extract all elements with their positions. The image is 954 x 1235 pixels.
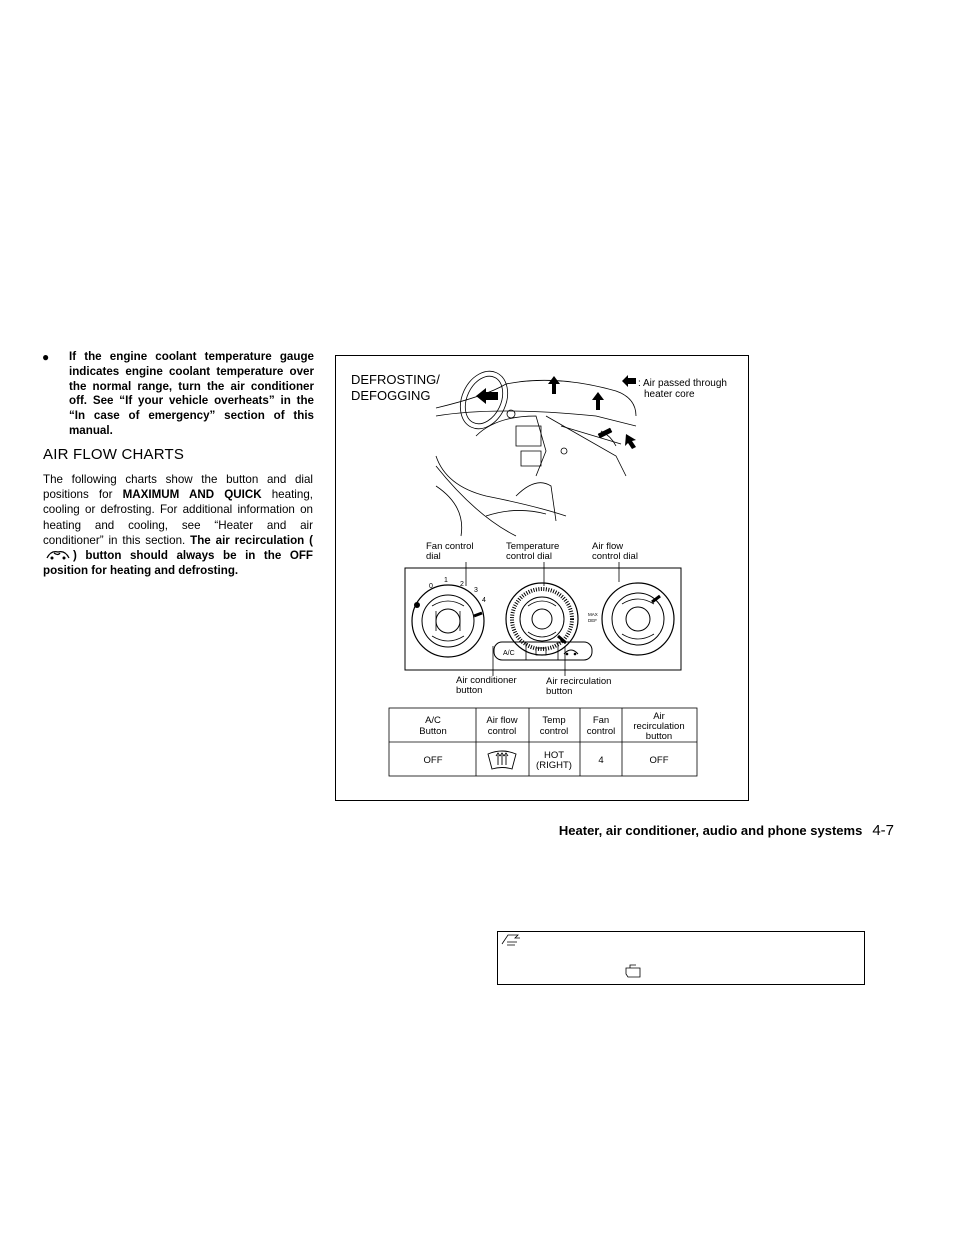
recirculation-icon xyxy=(45,548,71,560)
section-paragraph xyxy=(43,472,313,578)
figure-title-1: DEFROSTING/ xyxy=(351,372,440,387)
warning-bullet xyxy=(42,350,314,439)
max-def-2: DEF xyxy=(588,618,597,623)
hdr-recirc-3: button xyxy=(645,731,673,742)
figure-title-2: DEFOGGING xyxy=(351,388,431,403)
legend-text-1: : Air passed through xyxy=(638,378,727,389)
fan-num-1: 1 xyxy=(444,577,448,584)
footer-title: Heater, air conditioner, audio and phone systems xyxy=(558,823,863,838)
note-box xyxy=(497,931,865,985)
airflow-arrow-icon xyxy=(625,434,636,449)
bullet-mark: ● xyxy=(42,350,50,364)
fan-num-3: 3 xyxy=(474,587,478,594)
airflow-label-1: Air flow xyxy=(592,541,624,552)
airflow-arrow-icon xyxy=(476,388,498,404)
airflow-arrow-icon xyxy=(592,392,604,410)
temp-label-1: Temperature xyxy=(506,541,560,552)
temperature-control-dial[interactable] xyxy=(506,583,578,655)
cell-fan: 4 xyxy=(598,755,604,766)
fan-num-0: 0 xyxy=(429,583,433,590)
dashboard-sketch xyxy=(436,364,636,536)
fan-num-2: 2 xyxy=(460,581,464,588)
recirc-wheel-icon xyxy=(574,653,577,656)
page-number: 4-7 xyxy=(872,822,894,839)
note-box-art xyxy=(498,932,864,984)
hdr-fan-1: Fan xyxy=(592,715,610,726)
warning-text: If the engine coolant temperature gauge indicates engine coolant temperature over the normal range, turn the air conditioner off. See “If your vehicle overheats” in the “In case of emergency” section of this manual. xyxy=(69,350,314,437)
temp-label-2: control dial xyxy=(506,551,552,562)
cell-temp-2: (RIGHT) xyxy=(536,760,572,771)
para-bold-3: ) button should always be in the OFF position for heating and defrosting. xyxy=(43,549,313,578)
hdr-recirc-2: recirculation xyxy=(633,721,685,732)
airflow-figure xyxy=(335,355,749,801)
hand-icon xyxy=(626,965,640,977)
page-footer xyxy=(559,822,894,839)
hdr-fan-2: control xyxy=(586,726,616,737)
para-text-2: heating, cooling or defrosting. For additional information on heating and cooling, see “Heater and air conditioner” in this section. xyxy=(43,488,313,547)
max-def-1: MAX xyxy=(588,612,598,617)
hdr-temp-1: Temp xyxy=(542,715,566,726)
ac-button[interactable]: A/C xyxy=(503,650,515,657)
hdr-airflow-2: control xyxy=(487,726,517,737)
fan-label-2: dial xyxy=(426,551,441,562)
hdr-temp-2: control xyxy=(539,726,569,737)
para-text-1: The following charts show the button and dial positions for xyxy=(43,473,313,502)
hdr-ac-2: Button xyxy=(419,726,447,737)
figure-illustration xyxy=(336,356,750,802)
defrost-icon xyxy=(488,751,516,769)
airflow-control-dial[interactable] xyxy=(602,583,674,655)
table-headers xyxy=(419,711,684,742)
recirc-label-1: Air recirculation xyxy=(546,676,612,687)
para-bold-2: The air recirculation ( xyxy=(190,533,314,547)
fan-num-4: 4 xyxy=(482,597,486,604)
pointing-hand-icon xyxy=(502,935,520,945)
ac-label-2: button xyxy=(456,685,483,696)
legend-arrow-icon xyxy=(622,375,636,387)
section-heading: AIR FLOW CHARTS xyxy=(43,446,185,463)
table-row xyxy=(424,750,669,771)
cell-ac: OFF xyxy=(423,755,443,766)
legend-text-2: heater core xyxy=(644,389,695,400)
hdr-ac-1: A/C xyxy=(425,715,441,726)
hdr-airflow-1: Air flow xyxy=(486,715,518,726)
cell-temp-1: HOT xyxy=(543,750,565,761)
ac-label-1: Air conditioner xyxy=(456,675,517,686)
recirc-wheel-icon xyxy=(566,653,569,656)
hdr-recirc-1: Air xyxy=(653,711,665,722)
fan-control-dial[interactable] xyxy=(412,585,484,657)
recirc-label-2: button xyxy=(546,686,573,697)
vent-icon xyxy=(598,428,612,438)
cell-recirc: OFF xyxy=(649,755,669,766)
fan-icon xyxy=(414,602,420,608)
airflow-arrow-icon xyxy=(548,376,560,394)
fan-label-1: Fan control xyxy=(426,541,474,552)
para-bold-1: MAXIMUM AND QUICK xyxy=(122,488,262,502)
airflow-label-2: control dial xyxy=(592,551,638,562)
